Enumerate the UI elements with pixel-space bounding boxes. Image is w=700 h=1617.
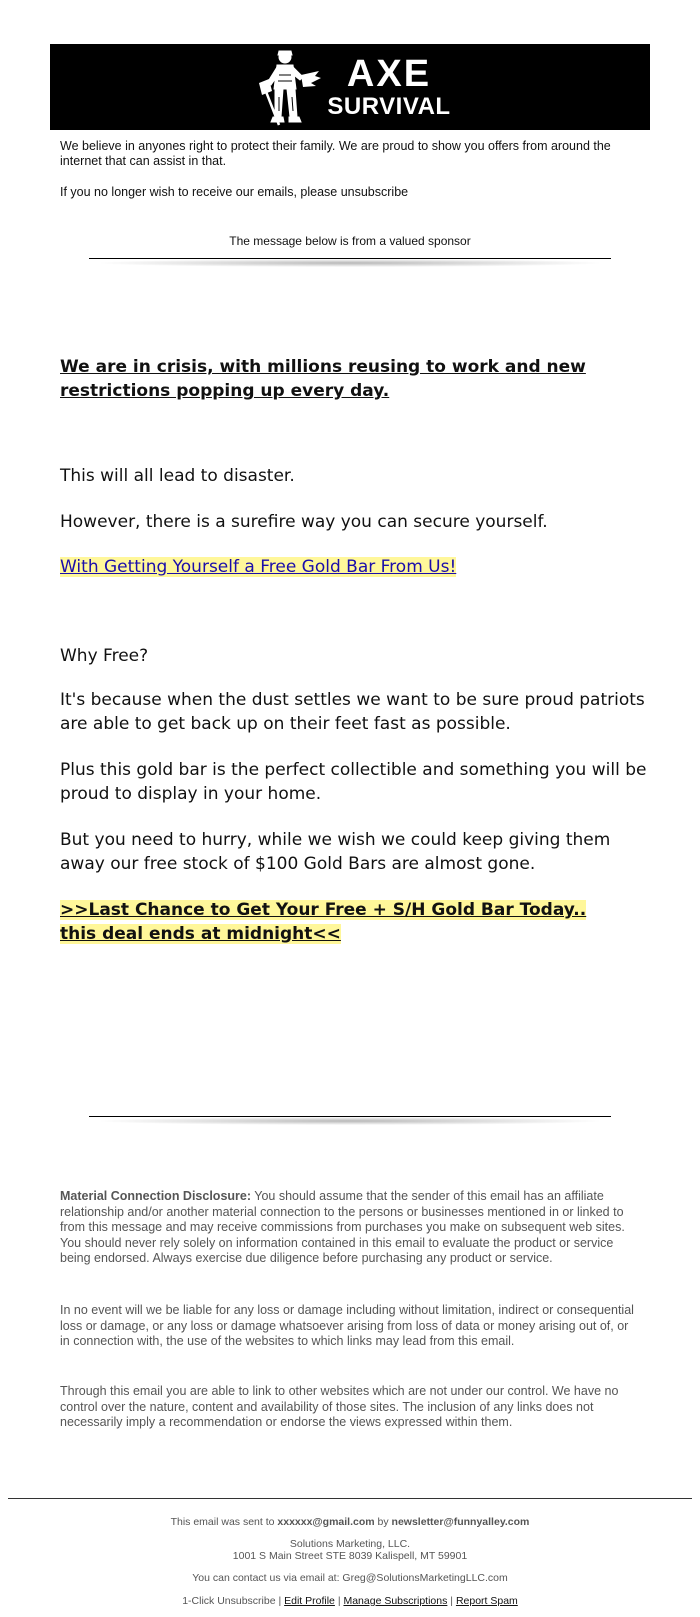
material-disclosure (60, 1189, 640, 1267)
edit-profile-link[interactable]: Edit Profile (284, 1595, 335, 1607)
sent-to-line (0, 1516, 700, 1528)
free-gold-bar-link[interactable]: With Getting Yourself a Free Gold Bar From Us! (60, 557, 457, 577)
by-text: by (374, 1516, 392, 1528)
logo-wordmark (327, 55, 450, 119)
collectible-text: Plus this gold bar is the perfect collectible and something you will be proud to display in your home. (60, 760, 647, 804)
recipient-email: xxxxxx@gmail.com (277, 1516, 375, 1528)
hurry-text: But you need to hurry, while we wish we could keep giving them away our free stock of $100 Gold Bars are almost gone. (60, 830, 611, 874)
belief-statement: We believe in anyones right to protect their family. We are proud to show you offers from around the internet that can assist in that. (60, 139, 611, 168)
disclosure-title: Material Connection Disclosure: (60, 1189, 252, 1203)
unsubscribe-link[interactable]: If you no longer wish to receive our emails, please unsubscribe (60, 185, 409, 199)
top-divider-shadow (100, 259, 600, 267)
separator: | (447, 1595, 456, 1607)
external-links-disclaimer: Through this email you are able to link to other websites which are not under our control. We have no control over the nature, content and availability of those sites. The inclusion of any links does not necessarily imply a recommendation or endorse the views expressed within them. (60, 1384, 619, 1429)
logo-axe-text: AXE (346, 53, 432, 95)
sent-prefix: This email was sent to (170, 1516, 278, 1528)
company-address: 1001 S Main Street STE 8039 Kalispell, MT 59901 (232, 1550, 468, 1562)
logo-survival-text: SURVIVAL (327, 93, 451, 120)
survivalist-figure-icon (249, 45, 323, 129)
one-click-unsubscribe[interactable]: 1-Click Unsubscribe (182, 1595, 276, 1607)
report-spam-link[interactable]: Report Spam (455, 1595, 518, 1607)
separator: | (275, 1595, 285, 1607)
brand-header (50, 44, 650, 130)
surefire-text: However, there is a surefire way you can secure yourself. (60, 512, 548, 532)
last-chance-line (60, 898, 625, 946)
bottom-divider-shadow (100, 1117, 600, 1125)
intro-section (60, 139, 645, 200)
sponsor-notice: The message below is from a valued sponsor (229, 234, 471, 248)
manage-subscriptions-link[interactable]: Manage Subscriptions (343, 1595, 448, 1607)
liability-disclaimer: In no event will we be liable for any loss or damage including without limitation, indirect or consequential loss or damage, or any loss or damage whatsoever arising from loss of data or money arising out of, or in connection with, the use of the websites to which links may lead from this email. (60, 1303, 634, 1348)
axe-survival-logo[interactable] (249, 45, 450, 129)
last-chance-link[interactable]: >>Last Chance to Get Your Free + S/H Gold Bar Today.. this deal ends at midnight<< (60, 900, 587, 944)
contact-email-line: You can contact us via email at: Greg@SolutionsMarketingLLC.com (192, 1572, 508, 1584)
free-gold-bar-line (60, 555, 650, 579)
because-text: It's because when the dust settles we want to be sure proud patriots are able to get back up on their feet fast as possible. (60, 690, 645, 734)
disaster-text: This will all lead to disaster. (60, 466, 295, 486)
why-free-text: Why Free? (60, 646, 149, 666)
separator: | (334, 1595, 344, 1607)
footer-divider (8, 1498, 692, 1499)
footer-links (0, 1595, 700, 1607)
disclosure-text: You should assume that the sender of this email has an affiliate relationship and/or another material connection to the persons or businesses mentioned in or linked to from this message and may receive commissions from purchases you make on subsequent web sites. You should never rely solely on information contained in this email to evaluate the product or service being endorsed. Always exercise due diligence before purchasing any product or service. (60, 1189, 625, 1265)
crisis-headline-link[interactable]: We are in crisis, with millions reusing to work and new restrictions popping up every day. (60, 357, 586, 401)
company-name: Solutions Marketing, LLC. (289, 1538, 411, 1550)
sender-email: newsletter@funnyalley.com (391, 1516, 530, 1528)
